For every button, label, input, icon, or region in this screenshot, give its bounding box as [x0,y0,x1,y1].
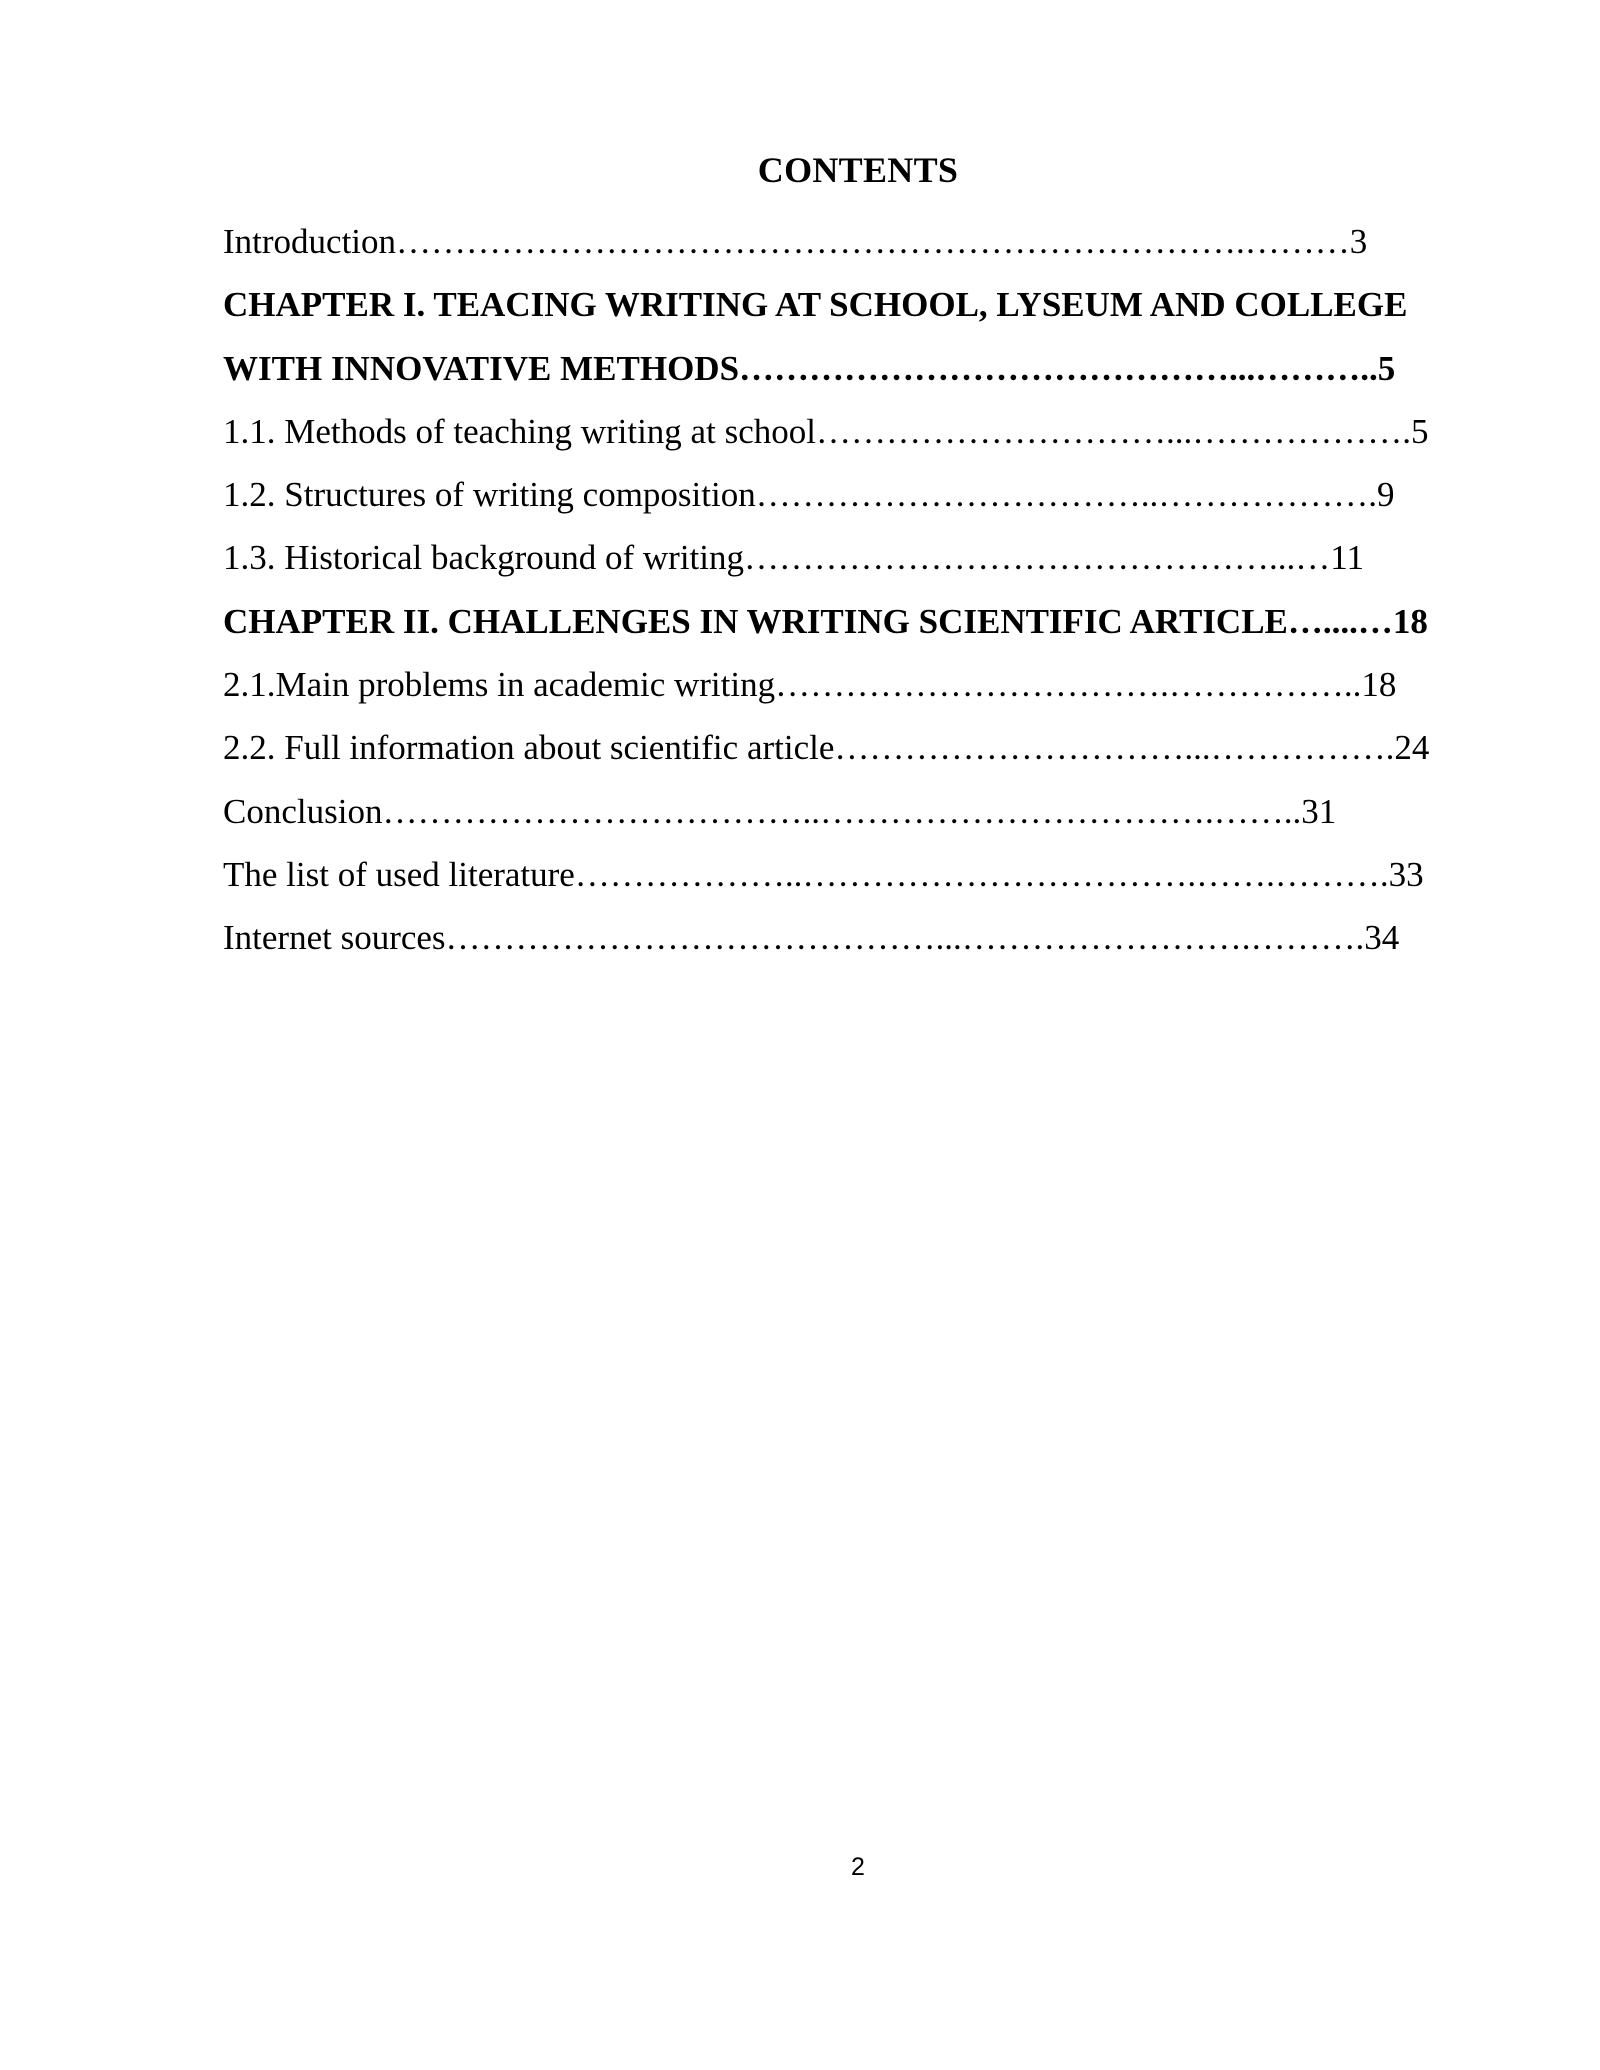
toc-entry-section-2-2: 2.2. Full information about scientific article…………………………...…………….24 [223,728,1430,768]
toc-entry-chapter-1-line-2: WITH INNOVATIVE METHODS……………………………………...………..5 [223,348,1396,388]
toc-entry-chapter-2: CHAPTER II. CHALLENGES IN WRITING SCIENTIFIC ARTICLE…....…18 [223,601,1428,641]
toc-entry-section-1-1: 1.1. Methods of teaching writing at school…………………………...……………….5 [223,411,1429,451]
toc-entry-internet-sources: Internet sources……………………………………...…………………….……….34 [223,918,1400,958]
toc-entry-literature: The list of used literature………………..…………………………….…….……….33 [223,854,1424,894]
toc-entry-section-1-3: 1.3. Historical background of writing………………………………………...…11 [223,538,1364,578]
table-of-contents [223,210,1503,970]
toc-entry-chapter-1-line-1: CHAPTER I. TEACING WRITING AT SCHOOL, LYSEUM AND COLLEGE [223,285,1408,325]
toc-entry-section-1-2: 1.2. Structures of writing composition……………………………..……………….9 [223,475,1395,515]
page-number: 2 [851,1853,865,1881]
toc-entry-conclusion: Conclusion………………………………..…………………………….……..31 [223,791,1337,831]
toc-entry-section-2-1: 2.1.Main problems in academic writing…………………………….……………..18 [223,665,1397,705]
toc-entry-introduction: Introduction……………………………………………………………….………3 [223,222,1368,261]
contents-title: CONTENTS [757,150,959,190]
